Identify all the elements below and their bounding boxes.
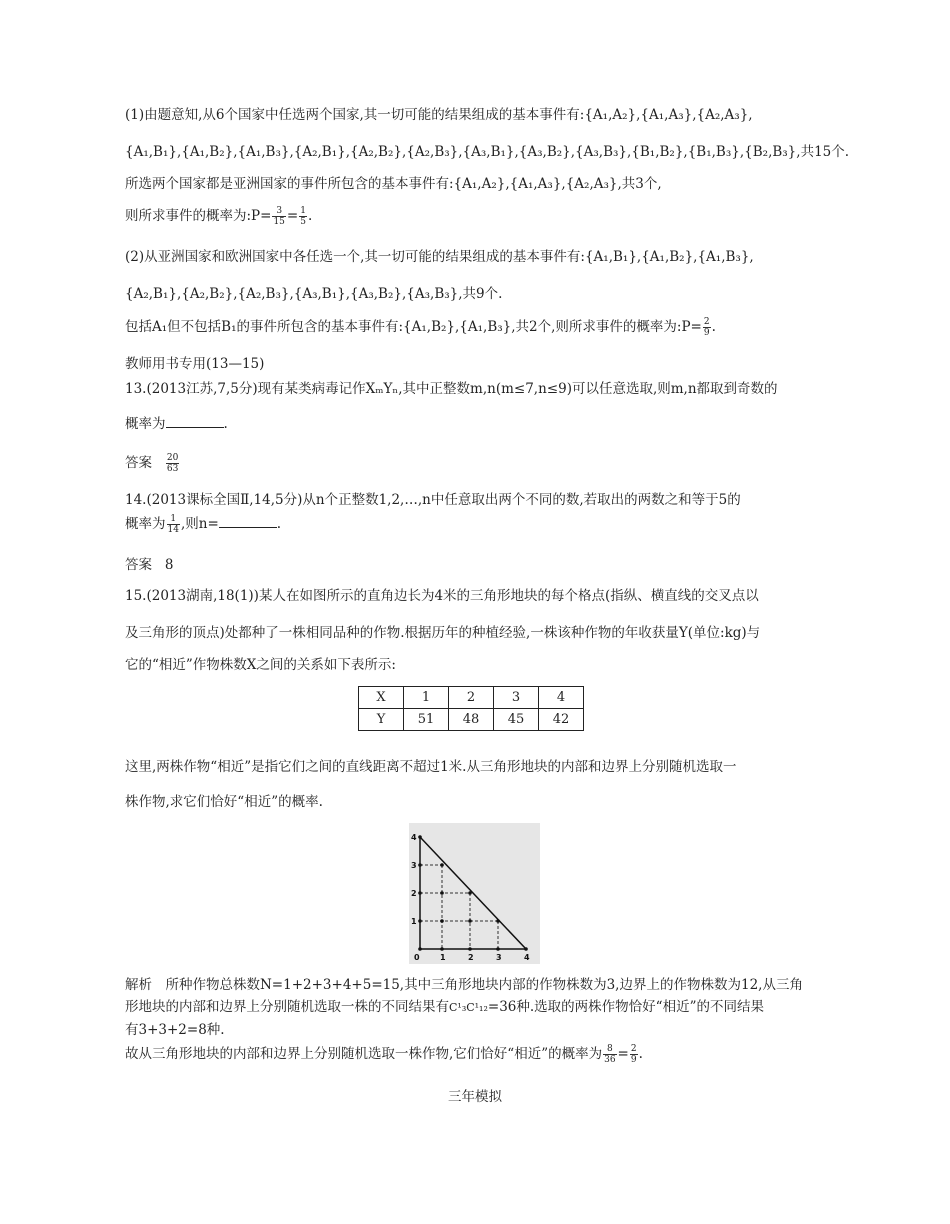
sol1-line2: {A₁,B₁},{A₁,B₂},{A₁,B₃},{A₂,B₁},{A₂,B₂},{A₂,B₃},{A₃,B₁},{A₃,B₂},{A₃,B₃},{B₁,B₂},{B₁,B₃},{B₂,B₃},共15个.	[125, 144, 850, 160]
x-tick-label: 4	[524, 953, 530, 962]
teacher-note: 教师用书专用(13—15)	[125, 356, 265, 372]
sol1-line3: 所选两个国家都是亚洲国家的事件所包含的基本事件有:{A₁,A₂},{A₁,A₃},{A₂,A₃},共3个,	[125, 176, 662, 192]
q14-answer	[125, 556, 173, 574]
table-row: Y 51 48 45 42	[359, 709, 584, 731]
grid-point	[440, 863, 444, 867]
grid-point	[524, 947, 528, 951]
answer-label: 答案	[125, 455, 152, 471]
q15-line5: 株作物,求它们恰好“相近”的概率.	[125, 794, 323, 810]
q14-line2: 概率为 $\frac{1}{14}$ ,则n= .	[125, 514, 282, 535]
answer-value: 8	[164, 557, 174, 573]
fraction-1-14: $\frac{1}{14}$	[167, 514, 179, 535]
q15-line3: 它的“相近”作物株数X之间的关系如下表所示:	[125, 657, 396, 673]
triangle-grid-figure	[409, 823, 540, 964]
grid-point	[418, 947, 422, 951]
xy-table	[358, 686, 584, 731]
grid-point	[440, 947, 444, 951]
grid-point	[418, 863, 422, 867]
grid-point	[496, 919, 500, 923]
grid-point	[468, 919, 472, 923]
y-tick-label: 3	[411, 861, 417, 870]
fraction-8-36: $\frac{8}{36}$	[604, 1044, 616, 1065]
grid-point	[468, 891, 472, 895]
analysis-line2: 形地块的内部和边界上分别随机选取一株的不同结果有C¹₃C¹₁₂=36种.选取的两株作物恰好“相近”的不同结果	[125, 999, 764, 1015]
y-tick-label: 2	[411, 889, 417, 898]
grid-point	[418, 835, 422, 839]
analysis-line4: 故从三角形地块的内部和边界上分别随机选取一株作物,它们恰好“相近”的概率为 $\frac{8}{36}$ = $\frac{2}{9}$ .	[125, 1044, 643, 1065]
grid-point	[418, 891, 422, 895]
q13-line1: 13.(2013江苏,7,5分)现有某类病毒记作XₘYₙ,其中正整数m,n(m≤7,n≤9)可以任意选取,则m,n都取到奇数的	[125, 381, 778, 397]
sol2-line1: (2)从亚洲国家和欧洲国家中各任选一个,其一切可能的结果组成的基本事件有:{A₁,B₁},{A₁,B₂},{A₁,B₃},	[125, 249, 754, 265]
grid-point	[440, 891, 444, 895]
table-row: X 1 2 3 4	[359, 687, 584, 709]
sol2-line2: {A₂,B₁},{A₂,B₂},{A₂,B₃},{A₃,B₁},{A₃,B₂},{A₃,B₃},共9个.	[125, 286, 503, 302]
q13-answer	[125, 453, 180, 474]
fraction-1-5: $\frac{1}{5}$	[300, 206, 306, 227]
fraction-2-9: $\frac{2}{9}$	[703, 317, 710, 338]
analysis-line3: 有3+3+2=8种.	[125, 1022, 225, 1038]
sol1-line4: 则所求事件的概率为:P= $\frac{3}{15}$ = $\frac{1}{5}$ .	[125, 206, 313, 227]
grid-point	[496, 947, 500, 951]
y-tick-label: 4	[411, 833, 417, 842]
sol1-prob-label: 则所求事件的概率为:P=	[125, 208, 272, 224]
fraction-2-9: $\frac{2}{9}$	[630, 1044, 637, 1065]
grid-point	[468, 947, 472, 951]
grid-point	[440, 919, 444, 923]
analysis-line1: 解析 所种作物总株数N=1+2+3+4+5=15,其中三角形地块内部的作物株数为3,边界上的作物株数为12,从三角	[125, 977, 803, 993]
q15-line4: 这里,两株作物“相近”是指它们之间的直线距离不超过1米.从三角形地块的内部和边界上分别随机选取一	[125, 759, 737, 775]
answer-blank	[219, 515, 277, 528]
grid-point	[418, 919, 422, 923]
fraction-20-63: $\frac{20}{63}$	[166, 453, 179, 474]
q15-line1: 15.(2013湖南,18(1))某人在如图所示的直角边长为4米的三角形地块的每个格点(指纵、横直线的交叉点以	[125, 588, 759, 604]
y-tick-label: 1	[411, 917, 417, 926]
sol1-line1: (1)由题意知,从6个国家中任选两个国家,其一切可能的结果组成的基本事件有:{A₁,A₂},{A₁,A₃},{A₂,A₃},	[125, 107, 753, 123]
x-tick-label: 1	[440, 953, 446, 962]
answer-label: 答案	[125, 557, 152, 573]
section-title: 三年模拟	[448, 1089, 502, 1105]
answer-blank	[166, 415, 224, 428]
x-tick-label: 2	[468, 953, 474, 962]
triangle-grid-svg	[409, 823, 540, 964]
combination-expr: C¹₃C¹₁₂	[449, 1001, 488, 1014]
fraction-3-15: $\frac{3}{15}$	[273, 206, 285, 227]
q14-line1: 14.(2013课标全国Ⅱ,14,5分)从n个正整数1,2,…,n中任意取出两个不同的数,若取出的两数之和等于5的	[125, 492, 741, 508]
q15-line2: 及三角形的顶点)处都种了一株相同品种的作物.根据历年的种植经验,一株该种作物的年收获量Y(单位:kg)与	[125, 625, 761, 641]
q13-line2: 概率为 .	[125, 416, 228, 432]
sol2-line3: 包括A₁但不包括B₁的事件所包含的基本事件有:{A₁,B₂},{A₁,B₃},共2个,则所求事件的概率为:P= $\frac{2}{9}$ .	[125, 317, 716, 338]
x-tick-label: 3	[496, 953, 502, 962]
x-tick-label: 0	[414, 953, 420, 962]
